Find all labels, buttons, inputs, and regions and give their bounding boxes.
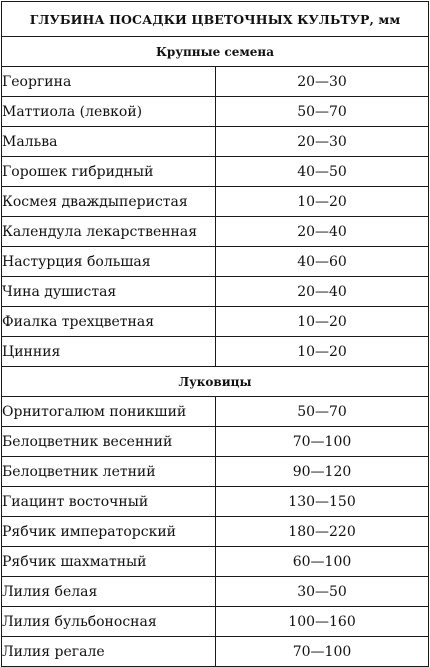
table-row [2, 127, 429, 157]
table-row [2, 97, 429, 127]
table-row [2, 607, 429, 637]
depth-value-cell: 40—50 [216, 157, 429, 187]
depth-value-cell: 130—150 [216, 487, 429, 517]
table-row [2, 157, 429, 187]
plant-name-cell: Белоцветник весенний [2, 427, 216, 457]
section-header-row [2, 37, 429, 67]
table-title: ГЛУБИНА ПОСАДКИ ЦВЕТОЧНЫХ КУЛЬТУР, мм [2, 2, 429, 37]
table-row [2, 277, 429, 307]
section-header-row [2, 367, 429, 397]
depth-value-cell: 70—100 [216, 637, 429, 667]
depth-value-cell: 180—220 [216, 517, 429, 547]
plant-name-cell: Лилия регале [2, 637, 216, 667]
plant-name-cell: Горошек гибридный [2, 157, 216, 187]
depth-value-cell: 20—30 [216, 67, 429, 97]
depth-value-cell: 60—100 [216, 547, 429, 577]
table-row [2, 337, 429, 367]
table-row [2, 637, 429, 667]
plant-name-cell: Фиалка трехцветная [2, 307, 216, 337]
plant-name-cell: Лилия бульбоносная [2, 607, 216, 637]
depth-value-cell: 30—50 [216, 577, 429, 607]
table-row [2, 457, 429, 487]
table-row [2, 547, 429, 577]
depth-value-cell: 70—100 [216, 427, 429, 457]
depth-value-cell: 40—60 [216, 247, 429, 277]
depth-value-cell: 10—20 [216, 307, 429, 337]
plant-name-cell: Орнитогалюм поникший [2, 397, 216, 427]
depth-value-cell: 20—30 [216, 127, 429, 157]
table-row [2, 577, 429, 607]
table-row [2, 487, 429, 517]
table-row [2, 427, 429, 457]
plant-name-cell: Лилия белая [2, 577, 216, 607]
depth-value-cell: 20—40 [216, 277, 429, 307]
plant-name-cell: Белоцветник летний [2, 457, 216, 487]
table-row [2, 397, 429, 427]
table-row [2, 517, 429, 547]
plant-name-cell: Чина душистая [2, 277, 216, 307]
planting-depth-table [1, 1, 429, 667]
depth-value-cell: 100—160 [216, 607, 429, 637]
depth-value-cell: 50—70 [216, 397, 429, 427]
plant-name-cell: Настурция большая [2, 247, 216, 277]
depth-value-cell: 50—70 [216, 97, 429, 127]
table-row [2, 217, 429, 247]
table-row [2, 307, 429, 337]
plant-name-cell: Георгина [2, 67, 216, 97]
plant-name-cell: Рябчик императорский [2, 517, 216, 547]
plant-name-cell: Цинния [2, 337, 216, 367]
plant-name-cell: Календула лекарственная [2, 217, 216, 247]
section-heading: Крупные семена [2, 37, 429, 67]
depth-value-cell: 10—20 [216, 337, 429, 367]
table-row [2, 187, 429, 217]
depth-value-cell: 90—120 [216, 457, 429, 487]
plant-name-cell: Маттиола (левкой) [2, 97, 216, 127]
plant-name-cell: Рябчик шахматный [2, 547, 216, 577]
depth-value-cell: 20—40 [216, 217, 429, 247]
plant-name-cell: Мальва [2, 127, 216, 157]
plant-name-cell: Космея дваждыперистая [2, 187, 216, 217]
depth-value-cell: 10—20 [216, 187, 429, 217]
table-title-row [2, 2, 429, 37]
section-heading: Луковицы [2, 367, 429, 397]
plant-name-cell: Гиацинт восточный [2, 487, 216, 517]
table-row [2, 67, 429, 97]
table-row [2, 247, 429, 277]
